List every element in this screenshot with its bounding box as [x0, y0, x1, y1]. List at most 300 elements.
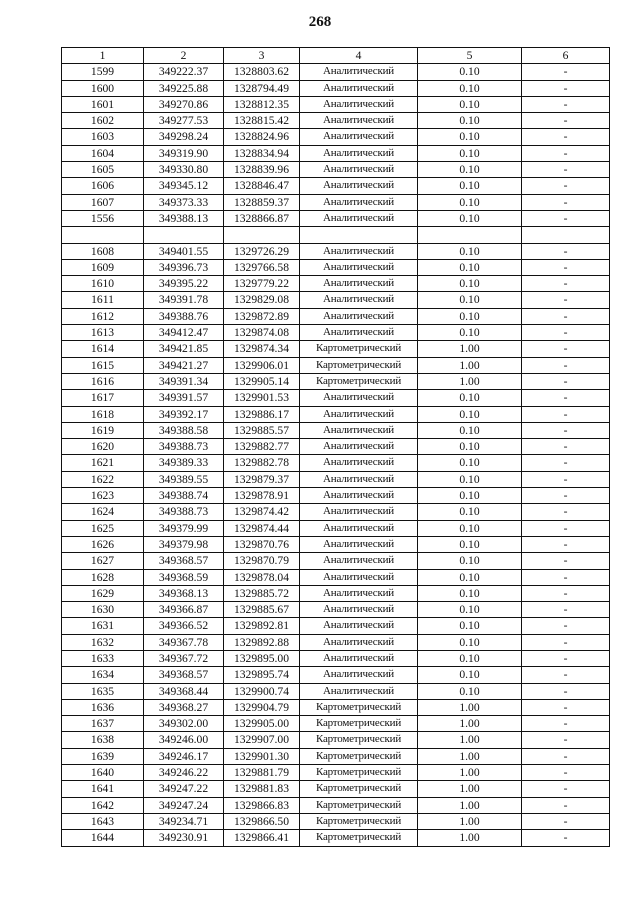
cell-method: Картометрический	[300, 699, 418, 715]
table-row	[62, 145, 610, 161]
cell-method: Аналитический	[300, 683, 418, 699]
cell-note: -	[522, 357, 610, 373]
cell-x-coordinate: 349277.53	[144, 113, 224, 129]
cell-y-coordinate: 1329766.58	[224, 259, 300, 275]
cell-y-coordinate: 1329874.44	[224, 520, 300, 536]
cell-note: -	[522, 96, 610, 112]
cell-note: -	[522, 471, 610, 487]
cell-method: Картометрический	[300, 716, 418, 732]
cell-note: -	[522, 439, 610, 455]
cell-accuracy: 0.10	[418, 390, 522, 406]
cell-accuracy: 1.00	[418, 765, 522, 781]
table-row	[62, 748, 610, 764]
cell-note: -	[522, 813, 610, 829]
cell-x-coordinate: 349368.57	[144, 553, 224, 569]
table-row	[62, 64, 610, 80]
cell-note: -	[522, 569, 610, 585]
cell-y-coordinate: 1329886.17	[224, 406, 300, 422]
table-row	[62, 504, 610, 520]
cell-method: Аналитический	[300, 243, 418, 259]
cell-point-number: 1644	[62, 830, 144, 846]
cell-note: -	[522, 585, 610, 601]
cell-y-coordinate: 1329726.29	[224, 243, 300, 259]
cell-accuracy: 0.10	[418, 488, 522, 504]
cell-point-number: 1611	[62, 292, 144, 308]
cell-x-coordinate: 349367.72	[144, 650, 224, 666]
cell-x-coordinate: 349401.55	[144, 243, 224, 259]
cell-accuracy: 0.10	[418, 406, 522, 422]
cell-x-coordinate: 349367.78	[144, 634, 224, 650]
cell-y-coordinate: 1329878.04	[224, 569, 300, 585]
table-row	[62, 178, 610, 194]
table-row	[62, 683, 610, 699]
cell-y-coordinate: 1329895.00	[224, 650, 300, 666]
cell-x-coordinate: 349247.22	[144, 781, 224, 797]
cell-y-coordinate: 1329901.53	[224, 390, 300, 406]
cell-point-number: 1623	[62, 488, 144, 504]
cell-x-coordinate: 349368.44	[144, 683, 224, 699]
cell-accuracy: 0.10	[418, 129, 522, 145]
table-row	[62, 259, 610, 275]
table-row	[62, 471, 610, 487]
cell-note: -	[522, 830, 610, 846]
table-row	[62, 813, 610, 829]
cell-point-number: 1607	[62, 194, 144, 210]
cell-y-coordinate: 1329866.83	[224, 797, 300, 813]
cell-note: -	[522, 536, 610, 552]
table-row	[62, 373, 610, 389]
cell-point-number: 1601	[62, 96, 144, 112]
cell-point-number: 1642	[62, 797, 144, 813]
cell-accuracy: 0.10	[418, 113, 522, 129]
cell-x-coordinate: 349373.33	[144, 194, 224, 210]
cell-y-coordinate: 1329907.00	[224, 732, 300, 748]
cell-note: -	[522, 488, 610, 504]
cell-accuracy: 1.00	[418, 813, 522, 829]
cell-y-coordinate: 1329904.79	[224, 699, 300, 715]
table-row	[62, 80, 610, 96]
cell-y-coordinate: 1329882.78	[224, 455, 300, 471]
cell-accuracy: 0.10	[418, 243, 522, 259]
table-row	[62, 129, 610, 145]
cell-accuracy: 0.10	[418, 634, 522, 650]
cell-x-coordinate: 349246.22	[144, 765, 224, 781]
cell-accuracy: 1.00	[418, 748, 522, 764]
cell-method: Картометрический	[300, 830, 418, 846]
cell-note: -	[522, 667, 610, 683]
cell-point-number: 1631	[62, 618, 144, 634]
cell-note: -	[522, 650, 610, 666]
cell-y-coordinate: 1329885.72	[224, 585, 300, 601]
cell-point-number	[62, 227, 144, 243]
cell-x-coordinate: 349379.99	[144, 520, 224, 536]
cell-point-number: 1635	[62, 683, 144, 699]
cell-x-coordinate: 349391.57	[144, 390, 224, 406]
cell-point-number: 1617	[62, 390, 144, 406]
cell-accuracy: 0.10	[418, 650, 522, 666]
cell-y-coordinate: 1329874.08	[224, 325, 300, 341]
cell-x-coordinate: 349230.91	[144, 830, 224, 846]
cell-x-coordinate: 349222.37	[144, 64, 224, 80]
cell-x-coordinate: 349388.58	[144, 422, 224, 438]
cell-accuracy: 0.10	[418, 504, 522, 520]
table-row	[62, 96, 610, 112]
cell-note: -	[522, 683, 610, 699]
cell-point-number: 1614	[62, 341, 144, 357]
cell-accuracy: 0.10	[418, 308, 522, 324]
cell-method: Аналитический	[300, 520, 418, 536]
cell-y-coordinate: 1329866.41	[224, 830, 300, 846]
cell-method: Аналитический	[300, 96, 418, 112]
cell-x-coordinate: 349392.17	[144, 406, 224, 422]
cell-note: -	[522, 373, 610, 389]
cell-y-coordinate: 1329872.89	[224, 308, 300, 324]
cell-method: Картометрический	[300, 357, 418, 373]
column-header-2: 2	[144, 48, 224, 64]
cell-note: -	[522, 634, 610, 650]
cell-x-coordinate: 349319.90	[144, 145, 224, 161]
cell-point-number: 1615	[62, 357, 144, 373]
cell-note: -	[522, 422, 610, 438]
cell-note: -	[522, 520, 610, 536]
cell-x-coordinate: 349391.78	[144, 292, 224, 308]
cell-method: Картометрический	[300, 341, 418, 357]
cell-method: Аналитический	[300, 113, 418, 129]
cell-method: Аналитический	[300, 422, 418, 438]
cell-note: -	[522, 276, 610, 292]
cell-y-coordinate: 1328834.94	[224, 145, 300, 161]
cell-note: -	[522, 210, 610, 226]
table-row	[62, 732, 610, 748]
cell-note: -	[522, 390, 610, 406]
cell-x-coordinate: 349388.74	[144, 488, 224, 504]
cell-accuracy: 0.10	[418, 618, 522, 634]
cell-method: Аналитический	[300, 504, 418, 520]
cell-y-coordinate: 1329905.00	[224, 716, 300, 732]
cell-method: Картометрический	[300, 765, 418, 781]
cell-point-number: 1640	[62, 765, 144, 781]
cell-x-coordinate: 349421.85	[144, 341, 224, 357]
cell-accuracy: 1.00	[418, 732, 522, 748]
table-row	[62, 162, 610, 178]
cell-note: -	[522, 178, 610, 194]
table-row	[62, 585, 610, 601]
cell-point-number: 1624	[62, 504, 144, 520]
cell-x-coordinate: 349234.71	[144, 813, 224, 829]
cell-point-number: 1633	[62, 650, 144, 666]
cell-x-coordinate: 349388.73	[144, 504, 224, 520]
cell-method: Аналитический	[300, 488, 418, 504]
cell-x-coordinate: 349395.22	[144, 276, 224, 292]
cell-point-number: 1618	[62, 406, 144, 422]
cell-point-number: 1605	[62, 162, 144, 178]
page-number: 268	[308, 14, 332, 30]
cell-y-coordinate: 1328812.35	[224, 96, 300, 112]
table-row	[62, 308, 610, 324]
cell-point-number: 1622	[62, 471, 144, 487]
cell-method: Аналитический	[300, 178, 418, 194]
cell-x-coordinate: 349396.73	[144, 259, 224, 275]
cell-accuracy: 0.10	[418, 194, 522, 210]
table-row	[62, 797, 610, 813]
table-row	[62, 227, 610, 243]
table-row	[62, 765, 610, 781]
coordinates-table	[61, 47, 610, 847]
cell-y-coordinate: 1328803.62	[224, 64, 300, 80]
cell-x-coordinate: 349366.87	[144, 602, 224, 618]
table-row	[62, 210, 610, 226]
table-row	[62, 341, 610, 357]
cell-method: Аналитический	[300, 292, 418, 308]
cell-point-number: 1627	[62, 553, 144, 569]
cell-note: -	[522, 194, 610, 210]
cell-point-number: 1643	[62, 813, 144, 829]
cell-note: -	[522, 732, 610, 748]
column-header-6: 6	[522, 48, 610, 64]
table-row	[62, 634, 610, 650]
cell-point-number: 1632	[62, 634, 144, 650]
cell-accuracy: 0.10	[418, 292, 522, 308]
cell-method: Аналитический	[300, 390, 418, 406]
cell-accuracy: 0.10	[418, 276, 522, 292]
cell-accuracy: 0.10	[418, 553, 522, 569]
cell-x-coordinate: 349368.13	[144, 585, 224, 601]
cell-y-coordinate: 1329874.34	[224, 341, 300, 357]
cell-accuracy: 0.10	[418, 145, 522, 161]
cell-accuracy: 0.10	[418, 178, 522, 194]
cell-point-number: 1604	[62, 145, 144, 161]
cell-y-coordinate: 1329870.76	[224, 536, 300, 552]
cell-y-coordinate	[224, 227, 300, 243]
table-row	[62, 602, 610, 618]
cell-note: -	[522, 243, 610, 259]
cell-method: Аналитический	[300, 210, 418, 226]
cell-method: Аналитический	[300, 64, 418, 80]
cell-point-number: 1602	[62, 113, 144, 129]
cell-note: -	[522, 129, 610, 145]
cell-method: Аналитический	[300, 667, 418, 683]
cell-accuracy: 1.00	[418, 357, 522, 373]
table-row	[62, 781, 610, 797]
cell-x-coordinate: 349246.17	[144, 748, 224, 764]
cell-x-coordinate: 349366.52	[144, 618, 224, 634]
cell-x-coordinate: 349391.34	[144, 373, 224, 389]
cell-accuracy: 0.10	[418, 422, 522, 438]
cell-point-number: 1637	[62, 716, 144, 732]
cell-accuracy: 0.10	[418, 667, 522, 683]
cell-method: Аналитический	[300, 194, 418, 210]
table-header	[62, 48, 610, 64]
cell-note: -	[522, 748, 610, 764]
table-row	[62, 292, 610, 308]
table-row	[62, 325, 610, 341]
cell-point-number: 1621	[62, 455, 144, 471]
cell-method: Картометрический	[300, 813, 418, 829]
cell-x-coordinate: 349270.86	[144, 96, 224, 112]
cell-method: Аналитический	[300, 585, 418, 601]
cell-method: Аналитический	[300, 276, 418, 292]
table-row	[62, 716, 610, 732]
table-row	[62, 276, 610, 292]
cell-accuracy: 0.10	[418, 471, 522, 487]
cell-x-coordinate: 349368.27	[144, 699, 224, 715]
cell-y-coordinate: 1329881.79	[224, 765, 300, 781]
cell-x-coordinate: 349345.12	[144, 178, 224, 194]
column-header-1: 1	[62, 48, 144, 64]
cell-accuracy: 0.10	[418, 64, 522, 80]
table-row	[62, 113, 610, 129]
cell-accuracy	[418, 227, 522, 243]
cell-accuracy: 0.10	[418, 259, 522, 275]
cell-y-coordinate: 1328815.42	[224, 113, 300, 129]
cell-note: -	[522, 292, 610, 308]
cell-method: Аналитический	[300, 259, 418, 275]
cell-point-number: 1619	[62, 422, 144, 438]
cell-accuracy: 0.10	[418, 96, 522, 112]
cell-x-coordinate: 349421.27	[144, 357, 224, 373]
cell-accuracy: 0.10	[418, 683, 522, 699]
cell-point-number: 1626	[62, 536, 144, 552]
cell-method: Картометрический	[300, 748, 418, 764]
cell-note: -	[522, 145, 610, 161]
cell-accuracy: 0.10	[418, 455, 522, 471]
cell-note: -	[522, 64, 610, 80]
cell-y-coordinate: 1328794.49	[224, 80, 300, 96]
cell-method: Аналитический	[300, 80, 418, 96]
cell-accuracy: 1.00	[418, 699, 522, 715]
cell-note: -	[522, 325, 610, 341]
cell-point-number: 1603	[62, 129, 144, 145]
cell-y-coordinate: 1329892.81	[224, 618, 300, 634]
table-row	[62, 536, 610, 552]
table-row	[62, 406, 610, 422]
cell-y-coordinate: 1329906.01	[224, 357, 300, 373]
cell-x-coordinate: 349388.13	[144, 210, 224, 226]
cell-note: -	[522, 455, 610, 471]
cell-accuracy: 0.10	[418, 569, 522, 585]
table-row	[62, 422, 610, 438]
cell-accuracy: 0.10	[418, 162, 522, 178]
cell-method: Аналитический	[300, 536, 418, 552]
cell-note: -	[522, 602, 610, 618]
cell-method: Аналитический	[300, 308, 418, 324]
cell-point-number: 1613	[62, 325, 144, 341]
cell-x-coordinate: 349330.80	[144, 162, 224, 178]
cell-point-number: 1641	[62, 781, 144, 797]
cell-method: Аналитический	[300, 569, 418, 585]
cell-note: -	[522, 699, 610, 715]
cell-accuracy: 1.00	[418, 373, 522, 389]
cell-note: -	[522, 162, 610, 178]
cell-point-number: 1612	[62, 308, 144, 324]
cell-method: Аналитический	[300, 162, 418, 178]
cell-y-coordinate: 1328846.47	[224, 178, 300, 194]
cell-y-coordinate: 1329905.14	[224, 373, 300, 389]
cell-y-coordinate: 1329892.88	[224, 634, 300, 650]
cell-point-number: 1639	[62, 748, 144, 764]
cell-method: Картометрический	[300, 732, 418, 748]
cell-method: Аналитический	[300, 325, 418, 341]
cell-accuracy: 0.10	[418, 80, 522, 96]
cell-accuracy: 1.00	[418, 781, 522, 797]
cell-x-coordinate: 349298.24	[144, 129, 224, 145]
cell-point-number: 1625	[62, 520, 144, 536]
cell-point-number: 1620	[62, 439, 144, 455]
table-row	[62, 650, 610, 666]
cell-point-number: 1629	[62, 585, 144, 601]
column-header-4: 4	[300, 48, 418, 64]
cell-y-coordinate: 1329874.42	[224, 504, 300, 520]
cell-point-number: 1630	[62, 602, 144, 618]
cell-accuracy: 0.10	[418, 325, 522, 341]
cell-note: -	[522, 765, 610, 781]
cell-y-coordinate: 1329881.83	[224, 781, 300, 797]
cell-x-coordinate: 349246.00	[144, 732, 224, 748]
cell-point-number: 1600	[62, 80, 144, 96]
table-row	[62, 667, 610, 683]
cell-method: Аналитический	[300, 602, 418, 618]
cell-accuracy: 0.10	[418, 439, 522, 455]
cell-point-number: 1616	[62, 373, 144, 389]
cell-point-number: 1610	[62, 276, 144, 292]
cell-method: Картометрический	[300, 373, 418, 389]
cell-method: Аналитический	[300, 650, 418, 666]
cell-note: -	[522, 113, 610, 129]
cell-point-number: 1608	[62, 243, 144, 259]
table-row	[62, 357, 610, 373]
cell-x-coordinate: 349225.88	[144, 80, 224, 96]
cell-accuracy: 0.10	[418, 602, 522, 618]
table-row	[62, 455, 610, 471]
cell-point-number: 1628	[62, 569, 144, 585]
cell-x-coordinate: 349302.00	[144, 716, 224, 732]
column-header-5: 5	[418, 48, 522, 64]
cell-point-number: 1599	[62, 64, 144, 80]
cell-point-number: 1634	[62, 667, 144, 683]
cell-y-coordinate: 1329879.37	[224, 471, 300, 487]
cell-x-coordinate: 349389.55	[144, 471, 224, 487]
cell-note: -	[522, 797, 610, 813]
cell-accuracy: 1.00	[418, 341, 522, 357]
table-row	[62, 390, 610, 406]
cell-y-coordinate: 1329866.50	[224, 813, 300, 829]
cell-point-number: 1606	[62, 178, 144, 194]
cell-y-coordinate: 1329885.67	[224, 602, 300, 618]
cell-y-coordinate: 1329829.08	[224, 292, 300, 308]
cell-x-coordinate: 349379.98	[144, 536, 224, 552]
cell-y-coordinate: 1329870.79	[224, 553, 300, 569]
cell-method: Картометрический	[300, 797, 418, 813]
cell-method: Аналитический	[300, 129, 418, 145]
cell-note: -	[522, 341, 610, 357]
cell-y-coordinate: 1329901.30	[224, 748, 300, 764]
cell-y-coordinate: 1329882.77	[224, 439, 300, 455]
table-row	[62, 243, 610, 259]
cell-y-coordinate: 1328824.96	[224, 129, 300, 145]
cell-x-coordinate: 349389.33	[144, 455, 224, 471]
cell-accuracy: 0.10	[418, 520, 522, 536]
cell-method: Аналитический	[300, 553, 418, 569]
table-row	[62, 194, 610, 210]
table-row	[62, 618, 610, 634]
cell-note: -	[522, 553, 610, 569]
cell-method	[300, 227, 418, 243]
cell-point-number: 1636	[62, 699, 144, 715]
cell-note: -	[522, 618, 610, 634]
header-row	[62, 48, 610, 64]
cell-y-coordinate: 1328859.37	[224, 194, 300, 210]
cell-y-coordinate: 1329895.74	[224, 667, 300, 683]
